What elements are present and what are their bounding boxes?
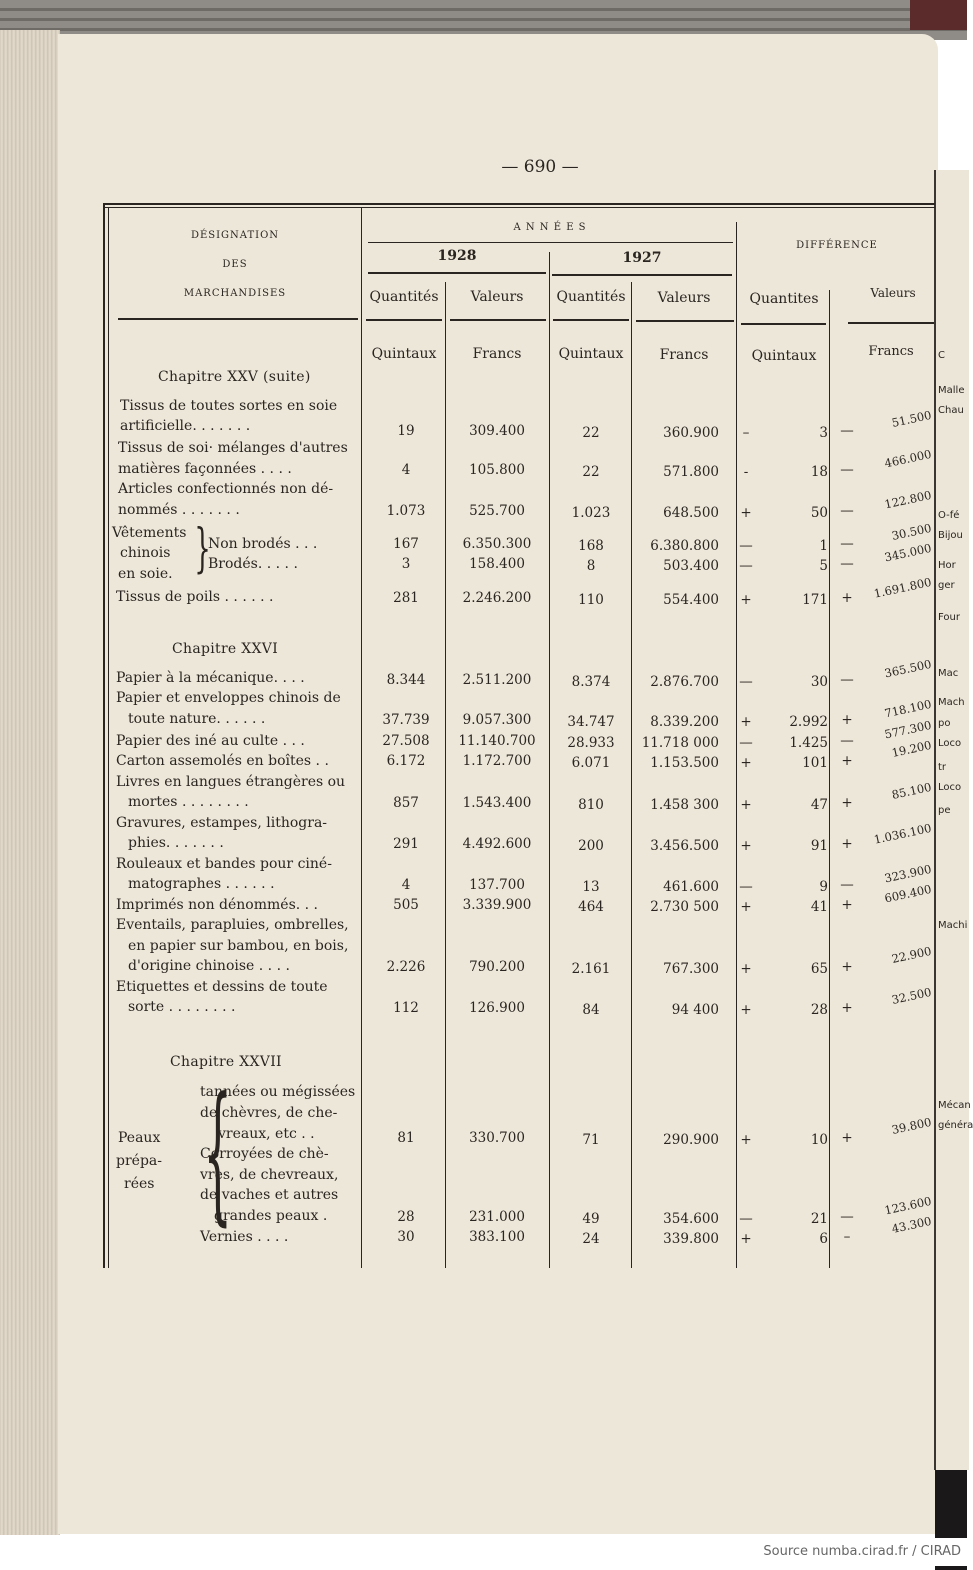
cell-q28: 6.172 [386, 753, 426, 769]
cell-sv: + [841, 712, 853, 728]
header-quantites-diff: Quantites [749, 291, 819, 307]
cell-sq: + [740, 505, 752, 521]
row-label: Tissus de toutes sortes en soie [120, 398, 338, 414]
cell-q28: 281 [393, 590, 419, 606]
cell-v27: 2.876.700 [650, 674, 719, 690]
row-label: Gravures, estampes, lithogra- [116, 815, 328, 831]
chapter-xxvii-heading: Chapitre XXVII [170, 1054, 282, 1070]
cell-sv: — [840, 536, 854, 552]
cell-sq: + [740, 961, 752, 977]
cell-sv: — [840, 423, 854, 439]
row-label: grandes peaux . [214, 1208, 328, 1224]
cell-q27: 22 [582, 425, 600, 441]
cell-dv: 1.691.800 [872, 574, 933, 601]
cell-v28: 383.100 [469, 1229, 525, 1245]
page-stack-edge [0, 30, 60, 1535]
cell-dq: 10 [810, 1132, 828, 1148]
cell-sv: + [841, 590, 853, 606]
row-label: matographes . . . . . . [128, 876, 275, 892]
header-rule [366, 319, 442, 321]
cell-dq: 101 [802, 755, 828, 771]
row-label: Imprimés non dénommés. . . [116, 897, 319, 913]
cell-dq: 18 [810, 464, 828, 480]
cell-v27: 767.300 [663, 961, 719, 977]
neighbour-page-text: ger [938, 580, 955, 591]
cell-sq: — [739, 538, 753, 554]
cell-dv: 1.036.100 [872, 820, 933, 847]
cell-q27: 24 [582, 1231, 600, 1247]
cell-sv: – [843, 1229, 851, 1245]
row-label: Brodés. . . . . [208, 556, 298, 572]
cell-q27: 71 [582, 1132, 600, 1148]
cell-sv: + [841, 836, 853, 852]
cell-v27: 461.600 [663, 879, 719, 895]
cell-sq: + [740, 1132, 752, 1148]
cell-dv: 43.300 [890, 1213, 933, 1236]
cell-dv: 19.200 [890, 737, 933, 760]
row-label: Tissus de poils . . . . . . [116, 589, 274, 605]
row-label: Etiquettes et dessins de toute [116, 979, 328, 995]
cell-dq: 30 [810, 674, 828, 690]
cell-q27: 22 [582, 464, 600, 480]
cell-q27: 84 [582, 1002, 600, 1018]
cell-v28: 309.400 [469, 423, 525, 439]
cell-v28: 231.000 [469, 1209, 525, 1225]
cell-q28: 19 [397, 423, 415, 439]
unit-francs-1928: Francs [472, 346, 522, 362]
cell-q28: 28 [397, 1209, 415, 1225]
cell-dq: 9 [819, 879, 828, 895]
cell-dv: 609.400 [883, 881, 933, 906]
cell-dq: 47 [810, 797, 828, 813]
cell-q28: 4 [401, 462, 411, 478]
row-label: Tissus de soi· mélanges d'autres [118, 440, 348, 456]
group-label-peaux: prépa- [116, 1153, 162, 1169]
cell-dv: 22.900 [890, 943, 933, 966]
cell-sv: — [840, 462, 854, 478]
cell-v27: 8.339.200 [650, 714, 719, 730]
neighbour-page-text: O-fé [938, 510, 960, 521]
cell-q28: 2.226 [386, 959, 426, 975]
annees-rule [368, 242, 733, 243]
cell-sv: + [841, 753, 853, 769]
cell-sv: — [840, 672, 854, 688]
cell-v27: 1.153.500 [650, 755, 719, 771]
cell-dv: 365.500 [883, 656, 933, 681]
col-rule [829, 290, 830, 1268]
col-rule [631, 282, 632, 1268]
row-label: sorte . . . . . . . . [128, 999, 236, 1015]
cell-q28: 30 [397, 1229, 415, 1245]
header-quantites-1927: Quantités [556, 289, 626, 305]
table-top-rule-inner [103, 207, 935, 208]
row-label: de vaches et autres [200, 1187, 339, 1203]
cell-dq: 28 [810, 1002, 828, 1018]
group-label-vetements: chinois [120, 545, 171, 561]
neighbour-page-text: Chau [938, 405, 964, 416]
cell-v28: 2.246.200 [462, 590, 532, 606]
cell-q27: 13 [582, 879, 600, 895]
cell-q27: 2.161 [571, 961, 611, 977]
neighbour-page-text: Machi [938, 920, 968, 931]
row-label: Corroyées de chè- [200, 1146, 329, 1162]
header-annees: A N N É E S [513, 222, 587, 233]
header-rule [848, 322, 934, 324]
cell-v27: 6.380.800 [650, 538, 719, 554]
cell-q28: 4 [401, 877, 411, 893]
cell-sq: — [739, 558, 753, 574]
row-label: matières façonnées . . . . [118, 461, 292, 477]
row-label: Vernies . . . . [200, 1229, 289, 1245]
cell-q27: 810 [578, 797, 604, 813]
cell-q27: 28.933 [567, 735, 615, 751]
neighbour-page [934, 170, 969, 1470]
cell-v27: 94 400 [671, 1002, 719, 1018]
chapter-xxvi-heading: Chapitre XXVI [172, 641, 279, 657]
neighbour-page-text: Hor [938, 560, 956, 571]
neighbour-page-text: tr [938, 762, 947, 773]
cell-v27: 648.500 [663, 505, 719, 521]
cell-v28: 105.800 [469, 462, 525, 478]
row-label: Papier à la mécanique. . . . [116, 670, 305, 686]
group-label-vetements: en soie. [118, 566, 173, 582]
header-designation-2: DES [222, 259, 248, 270]
cell-sq: + [740, 1231, 752, 1247]
neighbour-page-text: Mécan [938, 1100, 971, 1111]
cell-q27: 49 [582, 1211, 600, 1227]
neighbour-page-text: Mach [938, 697, 965, 708]
cell-v27: 503.400 [663, 558, 719, 574]
chapter-xxv-heading: Chapitre XXV (suite) [158, 369, 311, 385]
cell-dq: 2.992 [789, 714, 828, 730]
cell-q28: 1.073 [386, 503, 426, 519]
cell-sv: + [841, 1000, 853, 1016]
cell-sq: + [740, 899, 752, 915]
cell-dv: 577.300 [883, 717, 933, 742]
row-label: Papier et enveloppes chinois de [116, 690, 341, 706]
cell-sq: + [740, 714, 752, 730]
cell-dv: 466.000 [883, 446, 933, 471]
group-label-peaux: Peaux [118, 1130, 161, 1146]
header-rule [450, 319, 546, 321]
cell-dq: 1 [819, 538, 828, 554]
cell-v28: 525.700 [469, 503, 525, 519]
header-valeurs-1928: Valeurs [470, 289, 524, 305]
cell-v28: 2.511.200 [462, 672, 532, 688]
cell-dq: 50 [810, 505, 828, 521]
cell-sq: - [743, 464, 749, 480]
neighbour-page-text: po [938, 718, 951, 729]
header-year-1928: 1928 [437, 248, 477, 264]
row-label: Rouleaux et bandes pour ciné- [116, 856, 332, 872]
header-year-1927: 1927 [622, 250, 662, 266]
row-label: en papier sur bambou, en bois, [128, 938, 349, 954]
cell-v28: 1.172.700 [462, 753, 532, 769]
cell-dq: 65 [810, 961, 828, 977]
cell-sv: — [840, 1209, 854, 1225]
table-left-rule [103, 203, 105, 1268]
cell-q27: 6.071 [571, 755, 611, 771]
row-label: d'origine chinoise . . . . [128, 958, 290, 974]
cell-q28: 8.344 [386, 672, 426, 688]
cell-sq: + [740, 1002, 752, 1018]
cell-v28: 126.900 [469, 1000, 525, 1016]
cell-dv: 39.800 [890, 1114, 933, 1137]
cell-q28: 167 [393, 536, 419, 552]
cell-v27: 360.900 [663, 425, 719, 441]
cell-v27: 554.400 [663, 592, 719, 608]
cell-sq: + [740, 755, 752, 771]
row-label: mortes . . . . . . . . [128, 794, 249, 810]
group-brace: } [194, 519, 211, 579]
cell-sq: + [740, 797, 752, 813]
page-number: — 690 — [501, 157, 579, 177]
cell-sv: — [840, 556, 854, 572]
cell-sv: + [841, 1130, 853, 1146]
header-rule [118, 318, 358, 320]
cell-sq: — [739, 879, 753, 895]
cell-q27: 200 [578, 838, 604, 854]
cell-q28: 857 [393, 795, 419, 811]
cell-q28: 37.739 [382, 712, 430, 728]
row-label: de chèvres, de che- [200, 1105, 338, 1121]
row-label: nommés . . . . . . . [118, 502, 240, 518]
cell-q28: 505 [393, 897, 419, 913]
unit-quintaux-diff: Quintaux [751, 348, 817, 364]
cell-dq: 5 [819, 558, 828, 574]
cell-q28: 291 [393, 836, 419, 852]
neighbour-page-text: Loco [938, 782, 962, 793]
header-rule [636, 320, 734, 322]
header-rule [741, 323, 826, 325]
row-label: Livres en langues étrangères ou [116, 774, 346, 790]
cell-v27: 3.456.500 [650, 838, 719, 854]
cell-v28: 9.057.300 [462, 712, 532, 728]
cell-dq: 41 [810, 899, 828, 915]
col-rule [549, 252, 550, 1268]
cell-sv: + [841, 795, 853, 811]
cell-dq: 171 [802, 592, 828, 608]
group-label-peaux: rées [124, 1176, 155, 1192]
cell-q27: 34.747 [567, 714, 615, 730]
cell-dv: 323.900 [883, 861, 933, 886]
cell-dq: 6 [819, 1231, 828, 1247]
cell-v28: 137.700 [469, 877, 525, 893]
row-label: vreaux, etc . . [218, 1126, 315, 1142]
cell-q27: 8 [586, 558, 596, 574]
cell-v27: 290.900 [663, 1132, 719, 1148]
header-designation-1: DÉSIGNATION [190, 230, 280, 241]
cell-sq: + [740, 592, 752, 608]
cell-sq: + [740, 838, 752, 854]
cell-dq: 1.425 [789, 735, 828, 751]
cell-v27: 354.600 [663, 1211, 719, 1227]
year-rule [552, 274, 732, 276]
row-label: Papier des iné au culte . . . [116, 733, 305, 749]
cell-q27: 168 [578, 538, 604, 554]
col-rule [361, 207, 362, 1268]
neighbour-page-text: Bijou [938, 530, 963, 541]
header-difference: DIFFÉRENCE [796, 240, 878, 251]
group-label-vetements: Vêtements [112, 525, 187, 541]
cell-q28: 112 [393, 1000, 419, 1016]
cell-q28: 3 [401, 556, 411, 572]
row-label: phies. . . . . . . [128, 835, 224, 851]
neighbour-page-text: Mac [938, 668, 959, 679]
cell-q27: 110 [578, 592, 604, 608]
cell-v28: 790.200 [469, 959, 525, 975]
cell-sq: — [739, 1211, 753, 1227]
cell-sq: — [739, 674, 753, 690]
cell-v28: 3.339.900 [462, 897, 532, 913]
row-label: artificielle. . . . . . . [120, 418, 251, 434]
col-rule [445, 282, 446, 1268]
neighbour-page-text: Loco [938, 738, 962, 749]
row-label: Articles confectionnés non dé- [118, 481, 334, 497]
cell-q27: 8.374 [571, 674, 611, 690]
row-label: vres, de chevreaux, [200, 1167, 339, 1183]
cell-v28: 11.140.700 [458, 733, 536, 749]
row-label: Non brodés . . . [208, 536, 318, 552]
cell-dv: 30.500 [890, 520, 933, 543]
cell-dv: 718.100 [883, 696, 933, 721]
cell-sv: — [840, 733, 854, 749]
unit-francs-1927: Francs [659, 347, 709, 363]
cell-dq: 21 [810, 1211, 828, 1227]
cell-dv: 345.000 [883, 540, 933, 565]
cell-v28: 6.350.300 [462, 536, 532, 552]
cell-dv: 122.800 [883, 487, 933, 512]
row-label: Eventails, parapluies, ombrelles, [116, 917, 349, 933]
cell-dv: 51.500 [890, 407, 933, 430]
cell-sv: — [840, 503, 854, 519]
table-left-rule-inner [108, 207, 109, 1268]
cell-q27: 1.023 [571, 505, 611, 521]
table-top-rule [103, 203, 935, 205]
cell-v28: 158.400 [469, 556, 525, 572]
row-label: tannées ou mégissées [200, 1084, 356, 1100]
unit-quintaux-1927: Quintaux [558, 346, 624, 362]
cell-dv: 32.500 [890, 984, 933, 1007]
row-label: Carton assemolés en boîtes . . [116, 753, 329, 769]
book-cover-corner [910, 0, 967, 30]
cell-sq: – [742, 425, 750, 441]
unit-quintaux-1928: Quintaux [371, 346, 437, 362]
group-brace: { [203, 1066, 233, 1240]
cell-dq: 3 [819, 425, 828, 441]
cell-sv: + [841, 959, 853, 975]
cell-v27: 571.800 [663, 464, 719, 480]
cell-sq: — [739, 735, 753, 751]
neighbour-page-text: pe [938, 805, 951, 816]
neighbour-page-text: généra [938, 1120, 973, 1131]
header-rule [553, 319, 629, 321]
cell-v27: 11.718 000 [641, 735, 719, 751]
cell-q28: 27.508 [382, 733, 430, 749]
header-valeurs-1927: Valeurs [657, 290, 711, 306]
cell-dq: 91 [810, 838, 828, 854]
unit-francs-diff: Francs [868, 344, 914, 359]
cell-q27: 464 [578, 899, 604, 915]
cell-dv: 123.600 [883, 1193, 933, 1218]
cell-sv: — [840, 877, 854, 893]
header-designation-3: MARCHANDISES [183, 288, 287, 299]
cell-v28: 1.543.400 [462, 795, 532, 811]
row-label: toute nature. . . . . . [128, 711, 266, 727]
cell-v27: 1.458 300 [650, 797, 719, 813]
cell-v27: 339.800 [663, 1231, 719, 1247]
neighbour-page-text: Malle [938, 385, 965, 396]
cell-dv: 85.100 [890, 779, 933, 802]
neighbour-page-text: C [938, 350, 945, 361]
neighbour-page-text: Four [938, 612, 960, 623]
cell-q28: 81 [397, 1130, 415, 1146]
cell-v28: 4.492.600 [462, 836, 532, 852]
cell-v28: 330.700 [469, 1130, 525, 1146]
cell-sv: + [841, 897, 853, 913]
header-quantites-1928: Quantités [369, 289, 439, 305]
year-rule [368, 272, 546, 274]
header-valeurs-diff: Valeurs [870, 286, 916, 300]
cell-v27: 2.730 500 [650, 899, 719, 915]
source-credit: Source numba.cirad.fr / CIRAD [763, 1544, 961, 1559]
